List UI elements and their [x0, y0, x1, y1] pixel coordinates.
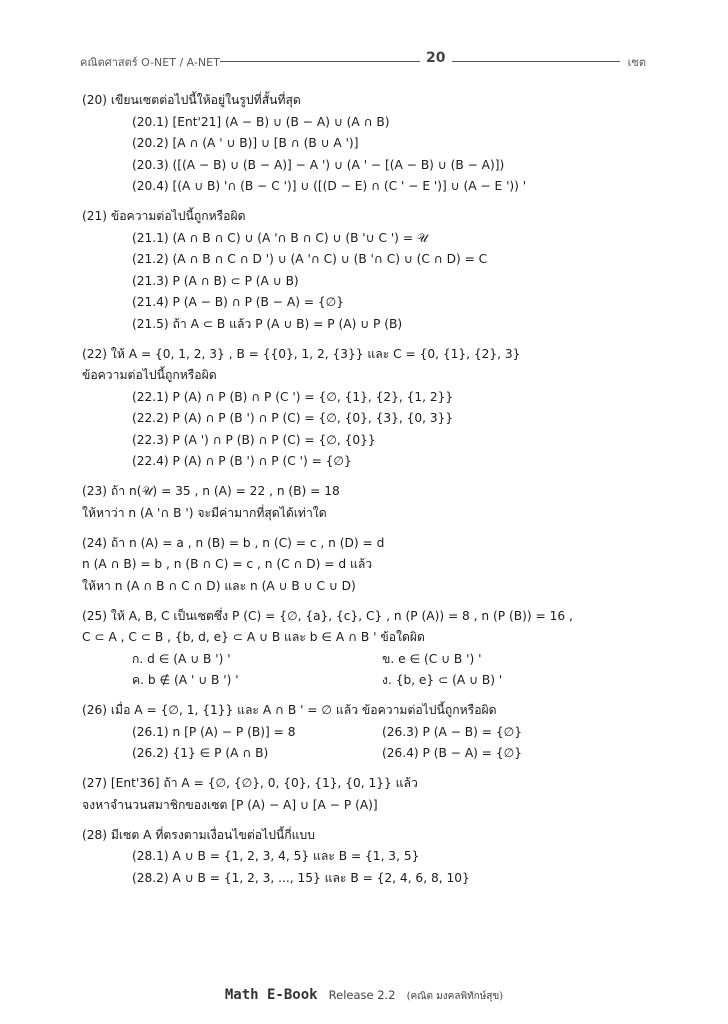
question-text: (23) ถ้า n(𝒰) = 35 , n (A) = 22 , n (B) = 18	[82, 484, 340, 498]
page-footer	[0, 984, 728, 1004]
choice-a: ก. d ∈ (A ∪ B ') '	[132, 651, 231, 666]
sub-item: (21.5) ถ้า A ⊂ B แล้ว P (A ∪ B) = P (A) ∪ P (B)	[132, 316, 403, 331]
footer-release: Release 2.2	[328, 988, 396, 1002]
sub-item: (22.1) P (A) ∩ P (B) ∩ P (C ') = {∅, {1}, {2}, {1, 2}}	[132, 389, 454, 404]
sub-item: (20.3) ([(A − B) ∪ (B − A)] − A ') ∪ (A ' − [(A − B) ∪ (B − A)])	[132, 157, 505, 172]
question-text: ข้อความต่อไปนี้ถูกหรือผิด	[82, 368, 217, 382]
question-text: C ⊂ A , C ⊂ B , {b, d, e} ⊂ A ∪ B และ b ∈ A ∩ B ' ข้อใดผิด	[82, 630, 425, 644]
question-28	[82, 825, 662, 890]
question-20	[82, 90, 662, 198]
question-text: (27) [Ent'36] ถ้า A = {∅, {∅}, 0, {0}, {1}, {0, 1}} แล้ว	[82, 776, 418, 790]
sub-item-row	[82, 722, 662, 744]
sub-item-row	[82, 743, 662, 765]
sub-item: (21.2) (A ∩ B ∩ C ∩ D ') ∪ (A '∩ C) ∪ (B '∩ C) ∪ (C ∩ D) = C	[132, 252, 488, 266]
sub-item: (22.4) P (A) ∩ P (B ') ∩ P (C ') = {∅}	[132, 454, 352, 468]
header-rule-left	[220, 61, 420, 62]
header-chapter: เซต	[627, 56, 646, 69]
question-22	[82, 344, 662, 473]
question-21	[82, 206, 662, 335]
footer-brand: Math E-Book	[224, 987, 318, 1003]
question-26	[82, 700, 662, 765]
header-subject: คณิตศาสตร์ O-NET / A-NET	[80, 56, 220, 69]
question-text: (22) ให้ A = {0, 1, 2, 3} , B = {{0}, 1, 2, {3}} และ C = {0, {1}, {2}, 3}	[82, 346, 521, 361]
question-title: (21) ข้อความต่อไปนี้ถูกหรือผิด	[82, 209, 246, 223]
sub-item: (20.2) [A ∩ (A ' ∪ B)] ∪ [B ∩ (B ∪ A ')]	[132, 136, 359, 150]
page-number: 20	[426, 50, 446, 66]
question-27	[82, 773, 662, 816]
question-text: (25) ให้ A, B, C เป็นเซตซึ่ง P (C) = {∅, {a}, {c}, C} , n (P (A)) = 8 , n (P (B)) = 16 ,	[82, 608, 573, 623]
sub-item: (26.3) P (A − B) = {∅}	[382, 724, 522, 739]
question-text: (24) ถ้า n (A) = a , n (B) = b , n (C) = c , n (D) = d	[82, 535, 385, 550]
sub-item: (26.2) {1} ∈ P (A ∩ B)	[132, 746, 269, 760]
question-title: (20) เขียนเซตต่อไปนี้ให้อยู่ในรูปที่สั้นที่สุด	[82, 93, 301, 107]
choice-d: ง. {b, e} ⊂ (A ∪ B) '	[382, 673, 503, 687]
header-rule-right	[452, 61, 620, 62]
footer-author: (คณิต มงคลพิทักษ์สุข)	[406, 991, 504, 1002]
question-23	[82, 481, 662, 524]
question-text: จงหาจำนวนสมาชิกของเซต [P (A) − A] ∪ [A − P (A)]	[82, 797, 378, 812]
sub-item: (21.3) P (A ∩ B) ⊂ P (A ∪ B)	[132, 273, 299, 288]
sub-item: (28.1) A ∪ B = {1, 2, 3, 4, 5} และ B = {1, 3, 5}	[132, 849, 420, 863]
sub-item: (22.3) P (A ') ∩ P (B) ∩ P (C) = {∅, {0}}	[132, 432, 376, 447]
question-text: ให้หา n (A ∩ B ∩ C ∩ D) และ n (A ∪ B ∪ C ∪ D)	[82, 578, 356, 593]
choice-b: ข. e ∈ (C ∪ B ') '	[382, 651, 482, 666]
sub-item: (26.4) P (B − A) = {∅}	[382, 746, 522, 760]
question-text: ให้หาว่า n (A '∩ B ') จะมีค่ามากที่สุดได้เท่าใด	[82, 505, 327, 520]
choice-row	[82, 649, 662, 671]
sub-item: (21.1) (A ∩ B ∩ C) ∪ (A '∩ B ∩ C) ∪ (B '∪ C ') = 𝒰	[132, 230, 428, 245]
choice-row	[82, 670, 662, 692]
choice-c: ค. b ∉ (A ' ∪ B ') '	[132, 673, 239, 687]
question-text: n (A ∩ B) = b , n (B ∩ C) = c , n (C ∩ D) = d แล้ว	[82, 557, 373, 571]
sub-item: (20.1) [Ent'21] (A − B) ∪ (B − A) ∪ (A ∩ B)	[132, 114, 390, 129]
page-header	[80, 50, 646, 72]
sub-item: (22.2) P (A) ∩ P (B ') ∩ P (C) = {∅, {0}, {3}, {0, 3}}	[132, 411, 454, 425]
sub-item: (28.2) A ∪ B = {1, 2, 3, ..., 15} และ B = {2, 4, 6, 8, 10}	[132, 870, 470, 885]
sub-item: (21.4) P (A − B) ∩ P (B − A) = {∅}	[132, 295, 345, 309]
question-24	[82, 533, 662, 598]
question-25	[82, 606, 662, 692]
sub-item: (20.4) [(A ∪ B) '∩ (B − C ')] ∪ ([(D − E) ∩ (C ' − E ')] ∪ (A − E ')) '	[132, 179, 527, 193]
sub-item: (26.1) n [P (A) − P (B)] = 8	[132, 724, 296, 739]
exercise-content	[82, 90, 662, 889]
question-text: (26) เมื่อ A = {∅, 1, {1}} และ A ∩ B ' = ∅ แล้ว ข้อความต่อไปนี้ถูกหรือผิด	[82, 703, 497, 717]
question-title: (28) มีเซต A ที่ตรงตามเงื่อนไขต่อไปนี้กี่แบบ	[82, 827, 315, 842]
